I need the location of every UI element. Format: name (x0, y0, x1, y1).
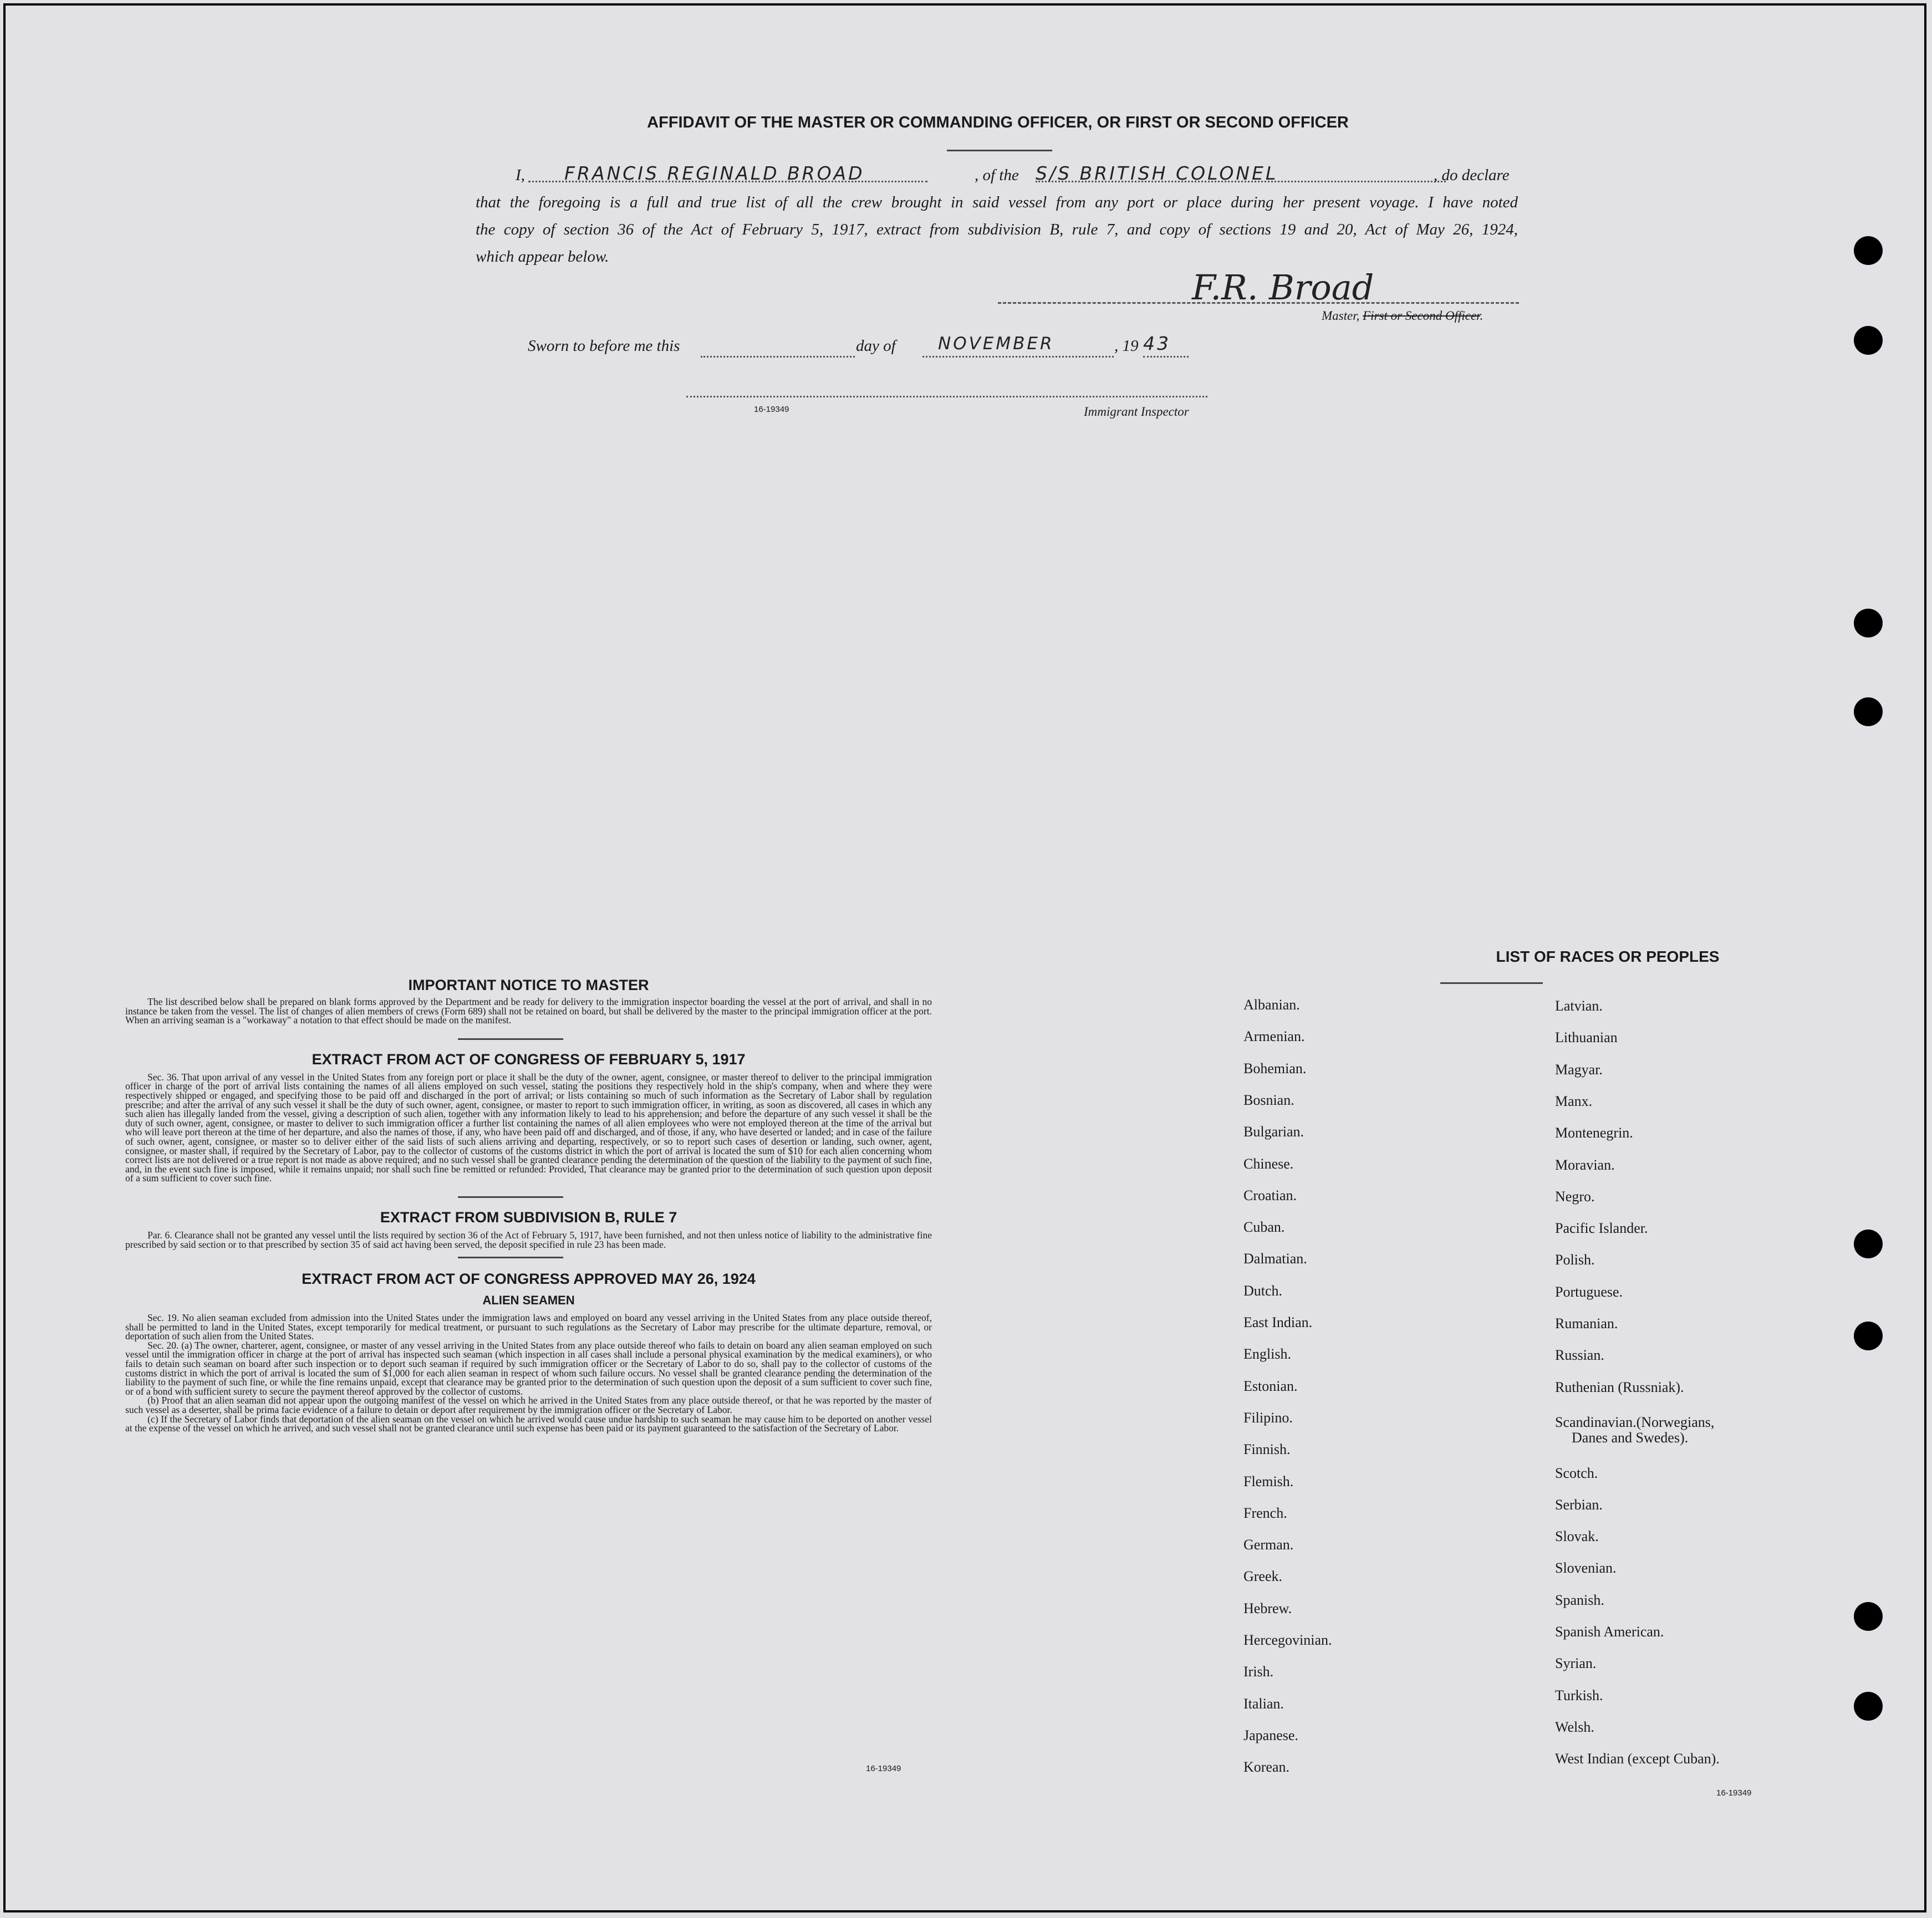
inspector-signature-line (686, 396, 1207, 397)
race-item: Chinese. (1243, 1155, 1294, 1172)
rule7-title: EXTRACT FROM SUBDIVISION B, RULE 7 (380, 1208, 677, 1226)
punch-hole (1854, 1322, 1883, 1350)
race-item: Filipino. (1243, 1409, 1293, 1426)
race-item: Japanese. (1243, 1727, 1298, 1743)
race-item: West Indian (except Cuban). (1555, 1751, 1720, 1767)
race-item: Syrian. (1555, 1655, 1597, 1672)
master-signature: F.R. Broad (1192, 267, 1374, 308)
race-item: Croatian. (1243, 1187, 1297, 1203)
affidavit-title: AFFIDAVIT OF THE MASTER OR COMMANDING OFFICER, OR FIRST OR SECOND OFFICER (647, 114, 1349, 131)
race-item: Russian. (1555, 1347, 1604, 1364)
punch-hole (1854, 1230, 1883, 1258)
race-item: Bulgarian. (1243, 1124, 1304, 1140)
vessel-name: S/S BRITISH COLONEL (1036, 162, 1278, 184)
affidavit-line: the copy of section 36 of the Act of February 5, 1917, extract from subdivision B, rule 7, and copy of sections 19 and 20, Act of May 26, 1924, (476, 221, 1518, 238)
race-item: Scotch. (1555, 1465, 1598, 1481)
punch-hole (1854, 1602, 1883, 1631)
race-item: Magyar. (1555, 1061, 1603, 1078)
form-number: 16-19349 (1716, 1788, 1752, 1798)
sworn-label: Sworn to before me this (528, 337, 680, 355)
race-item: French. (1243, 1504, 1287, 1521)
notice-text: The list described below shall be prepared on blank forms approved by the Department and be ready for delivery to the immigration inspector boarding the vessel at the port of arrival, and shall in no instance be taken from the vessel. The list of changes of alien members of crews (Form 689) shall not be retained on board, but shall be delivered by the master to the principal immigration officer at the port. When an arriving seaman is a "workaway" a notation to that effect should be made on the manifest. (125, 996, 932, 1026)
race-item: Ruthenian (Russniak). (1555, 1379, 1684, 1395)
race-item: Irish. (1243, 1664, 1274, 1680)
extract-1924-text: Sec. 19. No alien seaman excluded from admission into the United States under the immigration laws and employed on board any vessel arriving in the United States from any place outside thereof, shall be permitted to land in the United States, except temporarily for medical treatment, or pursuant to such regulations as the Secretary of Labor may prescribe for the ultimate departure, removal, or deportation of such alien from the United States. Sec. 20. (a) The owner, charterer, agent, consignee, or master of any vessel arriving in the United States from any place outside thereof who fails to detain on board any alien seaman employed on such vessel until the immigration officer in charge at the port of arrival has inspected such seaman (which inspection in all cases shall include a personal physical examination by the medical examiners), or who fails to detain such seaman on board after such inspection or to deport such seaman if required by such immigration officer or the Secretary of Labor to do so, shall pay to the collector of customs of the customs district in which the port of arrival is located the sum of $1,000 for each alien seaman in respect of whom such failure occurs. No vessel shall be granted clearance pending the determination of the liability to the payment of such fine, or while the fine remains unpaid, except that clearance may be granted prior to the determination of such question upon the deposit of a sum sufficient to cover such fine, or of a bond with sufficient surety to secure the payment thereof approved by the collector of customs. (b) Proof that an alien seaman did not appear upon the outgoing manifest of the vessel on which he arrived in the United States from any place outside thereof, or that he was reported by the master of such vessel as a deserter, shall be prima facie evidence of a failure to detain or deport after requirement by the immigration officer or the Secretary of Labor. (c) If the Secretary of Labor finds that deportation of the alien seaman on the vessel on which he arrived would cause undue hardship to such seaman he may cause him to be deported on another vessel at the expense of the vessel on which he arrived, and such vessel shall not be granted clearance until such expense has been paid or its payment guaranteed to the satisfaction of the Secretary of Labor. (125, 1312, 932, 1434)
race-item: Estonian. (1243, 1378, 1298, 1394)
alien-seamen-subtitle: ALIEN SEAMEN (482, 1293, 575, 1308)
race-item: Scandinavian.(Norwegians, (1555, 1414, 1715, 1430)
master-name: FRANCIS REGINALD BROAD (564, 162, 865, 184)
race-item: Korean. (1243, 1759, 1290, 1776)
race-item: Spanish American. (1555, 1624, 1664, 1640)
inspector-label: Immigrant Inspector (1084, 405, 1189, 419)
notice-title: IMPORTANT NOTICE TO MASTER (408, 977, 649, 993)
legal-section (125, 977, 932, 1433)
race-item: Greek. (1243, 1568, 1283, 1585)
punch-hole (1854, 1692, 1883, 1721)
struck-officer-label: First or Second Officer (1363, 309, 1480, 323)
race-item: English. (1243, 1346, 1291, 1363)
race-item: Bosnian. (1243, 1091, 1294, 1108)
affidavit-body (476, 162, 1518, 271)
race-item: East Indian. (1243, 1314, 1313, 1330)
do-declare-label: , do declare (1434, 166, 1510, 184)
race-item: Hebrew. (1243, 1600, 1292, 1616)
race-item: Serbian. (1555, 1496, 1603, 1513)
punch-hole (1854, 236, 1883, 265)
races-title: LIST OF RACES OR PEOPLES (1496, 948, 1720, 965)
form-number: 16-19349 (866, 1764, 901, 1773)
affidavit-line: which appear below. (476, 248, 609, 266)
race-item: Pacific Islander. (1555, 1220, 1648, 1237)
race-item: Portuguese. (1555, 1283, 1623, 1300)
race-item: Slovenian. (1555, 1560, 1617, 1577)
signature-caption: Master, First or Second Officer. (1322, 309, 1484, 323)
race-item: Dalmatian. (1243, 1251, 1307, 1267)
of-the-label: , of the (975, 166, 1019, 184)
race-item: Cuban. (1243, 1219, 1285, 1236)
race-item: Latvian. (1555, 998, 1603, 1014)
divider (947, 150, 1052, 151)
sworn-year: 43 (1143, 333, 1171, 354)
divider (1440, 982, 1543, 984)
day-of-label: day of (856, 337, 896, 355)
race-item: Moravian. (1555, 1156, 1615, 1173)
rule7-text: Par. 6. Clearance shall not be granted any vessel until the lists required by section 36 of the Act of February 5, 1917, have been furnished, and not then unless notice of liability to the administrative fine prescribed by said section or to that prescribed by section 35 of said act having been served, the deposit specified in rule 23 has been made. (125, 1229, 932, 1250)
race-item: Danes and Swedes). (1572, 1430, 1689, 1446)
punch-hole (1854, 697, 1883, 726)
race-item: Spanish. (1555, 1591, 1604, 1608)
divider (458, 1038, 563, 1040)
divider (458, 1196, 563, 1198)
race-item: Polish. (1555, 1252, 1595, 1268)
sworn-day-line (701, 356, 855, 358)
year-label: , 19 (1114, 337, 1139, 355)
race-item: Manx. (1555, 1093, 1593, 1109)
punch-hole (1854, 609, 1883, 637)
affidavit-line: that the foregoing is a full and true list of all the crew brought in said vessel from any port or place during her present voyage. I have noted (476, 193, 1518, 211)
i-label: I, (516, 166, 525, 184)
race-item: Slovak. (1555, 1528, 1599, 1545)
race-item: Welsh. (1555, 1718, 1594, 1735)
race-item: Rumanian. (1555, 1315, 1618, 1332)
race-item: Bohemian. (1243, 1060, 1307, 1077)
sworn-line (528, 333, 1215, 362)
race-item: Negro. (1555, 1188, 1595, 1205)
year-line (1143, 356, 1189, 358)
extract-1924-title: EXTRACT FROM ACT OF CONGRESS APPROVED MAY 26, 1924 (302, 1271, 756, 1288)
race-item: Turkish. (1555, 1687, 1603, 1703)
sworn-month: NOVEMBER (938, 334, 1054, 354)
divider (458, 1257, 563, 1258)
race-item: Dutch. (1243, 1282, 1283, 1299)
sworn-month-line (922, 356, 1114, 358)
punch-hole (1854, 326, 1883, 355)
race-item: Montenegrin. (1555, 1125, 1633, 1141)
race-item: Hercegovinian. (1243, 1632, 1332, 1648)
race-item: Flemish. (1243, 1473, 1294, 1489)
extract-1917-title: EXTRACT FROM ACT OF CONGRESS OF FEBRUARY 5, 1917 (312, 1050, 746, 1068)
race-item: Albanian. (1243, 997, 1300, 1013)
race-item: Armenian. (1243, 1028, 1305, 1045)
race-item: Italian. (1243, 1695, 1284, 1712)
race-item: Finnish. (1243, 1441, 1291, 1458)
race-item: Lithuanian (1555, 1029, 1618, 1046)
race-item: German. (1243, 1537, 1294, 1553)
extract-1917-text: Sec. 36. That upon arrival of any vessel in the United States from any foreign port or place it shall be the duty of the owner, agent, consignee, or master thereof to deliver to the principal immigration officer in charge of the port of arrival lists containing the names of all aliens employed on such vessel, stating the positions they respectively hold in the ship's company, when and where they were respectively shipped or engaged, and specifying those to be paid off and discharged in the port of arrival; or lists containing so much of such information as the Secretary of Labor shall by regulation prescribe; and after the arrival of any such vessel it shall be the duty of such owner, agent, consignee, or master to report to such immigration officer, in writing, as soon as discovered, all cases in which any such alien has illegally landed from the vessel, giving a description of such alien, together with any information likely to lead to his apprehension; and before the departure of any such vessel it shall be the duty of such owner, agent, consignee, or master to deliver to such immigration officer a further list containing the names of all alien employees who were not employed thereon at the time of the arrival but who will leave port thereon at the time of her departure, and also the names of those, if any, who have been paid off and discharged, and of those, if any, who have deserted or landed; and in case of the failure of such owner, agent, consignee, or master so to deliver either of the said lists of such aliens arriving and departing, respectively, or so to report such cases of desertion or landing, such owner, agent, consignee, or master shall, if required by the Secretary of Labor, pay to the collector of customs of the customs district in which the port of arrival is located the sum of $10 for each alien concerning whom correct lists are not delivered or a true report is not made as above required; and no such vessel shall be granted clearance pending the determination of the question of the liability to the payment of such fine, and, in the event such fine is imposed, while it remains unpaid; nor shall such fine be remitted or refunded: Provided, That clearance may be granted prior to the determination of such question upon deposit of a sum sufficient to cover such fine. (125, 1071, 932, 1184)
form-number: 16-19349 (754, 405, 789, 414)
